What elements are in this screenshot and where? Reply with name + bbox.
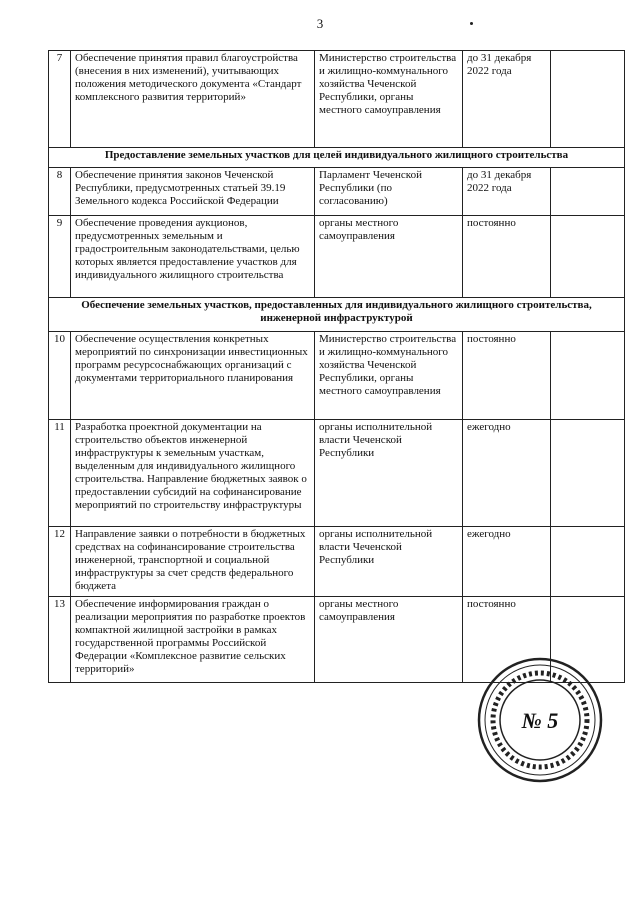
table-row [49, 527, 625, 597]
row-number: 13 [49, 597, 71, 683]
seal-number: № 5 [521, 708, 559, 733]
note-cell [551, 51, 625, 148]
deadline-cell: ежегодно [463, 420, 551, 527]
row-number: 11 [49, 420, 71, 527]
section-row [49, 298, 625, 332]
executor-cell: органы местного самоуправления [315, 216, 463, 298]
table-row [49, 332, 625, 420]
official-seal [475, 655, 605, 785]
executor-cell: Министерство строительства и жилищно-коммунального хозяйства Чеченской Республики, органы местного самоуправления [315, 332, 463, 420]
table-row [49, 168, 625, 216]
deadline-cell: ежегодно [463, 527, 551, 597]
scan-speck [470, 22, 473, 25]
deadline-cell: постоянно [463, 597, 551, 683]
note-cell [551, 216, 625, 298]
page-number: 3 [316, 16, 324, 31]
note-cell [551, 332, 625, 420]
measure-cell: Обеспечение проведения аукционов, предусмотренных земельным и градостроительным законодательствами, целью которых является предоставление участков для индивидуального жилищного строительства [71, 216, 315, 298]
row-number: 12 [49, 527, 71, 597]
executor-cell: Министерство строительства и жилищно-коммунального хозяйства Чеченской Республики, органы местного самоуправления [315, 51, 463, 148]
measure-cell: Разработка проектной документации на строительство объектов инженерной инфраструктуры к земельным участкам, выделенным для индивидуального жилищного строительства. Направление бюджетных заявок о предоставлении субсидий на софинансирование мероприятий по строительству инфраструктуры [71, 420, 315, 527]
row-number: 9 [49, 216, 71, 298]
note-cell [551, 168, 625, 216]
row-number: 8 [49, 168, 71, 216]
table-row [49, 216, 625, 298]
deadline-cell: до 31 декабря 2022 года [463, 51, 551, 148]
section-title: Предоставление земельных участков для целей индивидуального жилищного строительства [49, 148, 625, 168]
measure-cell: Обеспечение осуществления конкретных мероприятий по синхронизации инвестиционных программ ресурсоснабжающих организаций с документами территориального планирования [71, 332, 315, 420]
deadline-cell: постоянно [463, 332, 551, 420]
executor-cell: Парламент Чеченской Республики (по согласованию) [315, 168, 463, 216]
note-cell [551, 527, 625, 597]
measure-cell: Обеспечение информирования граждан о реализации мероприятия по разработке проектов компактной жилищной застройки в рамках государственной программы Российской Федерации «Комплексное развитие сельских территорий» [71, 597, 315, 683]
deadline-cell: до 31 декабря 2022 года [463, 168, 551, 216]
section-title: Обеспечение земельных участков, предоставленных для индивидуального жилищного строительства, инженерной инфраструктурой [49, 298, 625, 332]
table-row [49, 420, 625, 527]
plan-table [48, 50, 625, 683]
executor-cell: органы исполнительной власти Чеченской Республики [315, 527, 463, 597]
row-number: 10 [49, 332, 71, 420]
executor-cell: органы исполнительной власти Чеченской Республики [315, 420, 463, 527]
section-row [49, 148, 625, 168]
row-number: 7 [49, 51, 71, 148]
deadline-cell: постоянно [463, 216, 551, 298]
measure-cell: Обеспечение принятия правил благоустройства (внесения в них изменений), учитывающих положения методического документа «Стандарт комплексного развития территорий» [71, 51, 315, 148]
measure-cell: Направление заявки о потребности в бюджетных средствах на софинансирование строительства инженерной, транспортной и социальной инфраструктуры за счет средств федерального бюджета [71, 527, 315, 597]
measure-cell: Обеспечение принятия законов Чеченской Республики, предусмотренных статьей 39.19 Земельного кодекса Российской Федерации [71, 168, 315, 216]
executor-cell: органы местного самоуправления [315, 597, 463, 683]
table-row [49, 51, 625, 148]
note-cell [551, 420, 625, 527]
